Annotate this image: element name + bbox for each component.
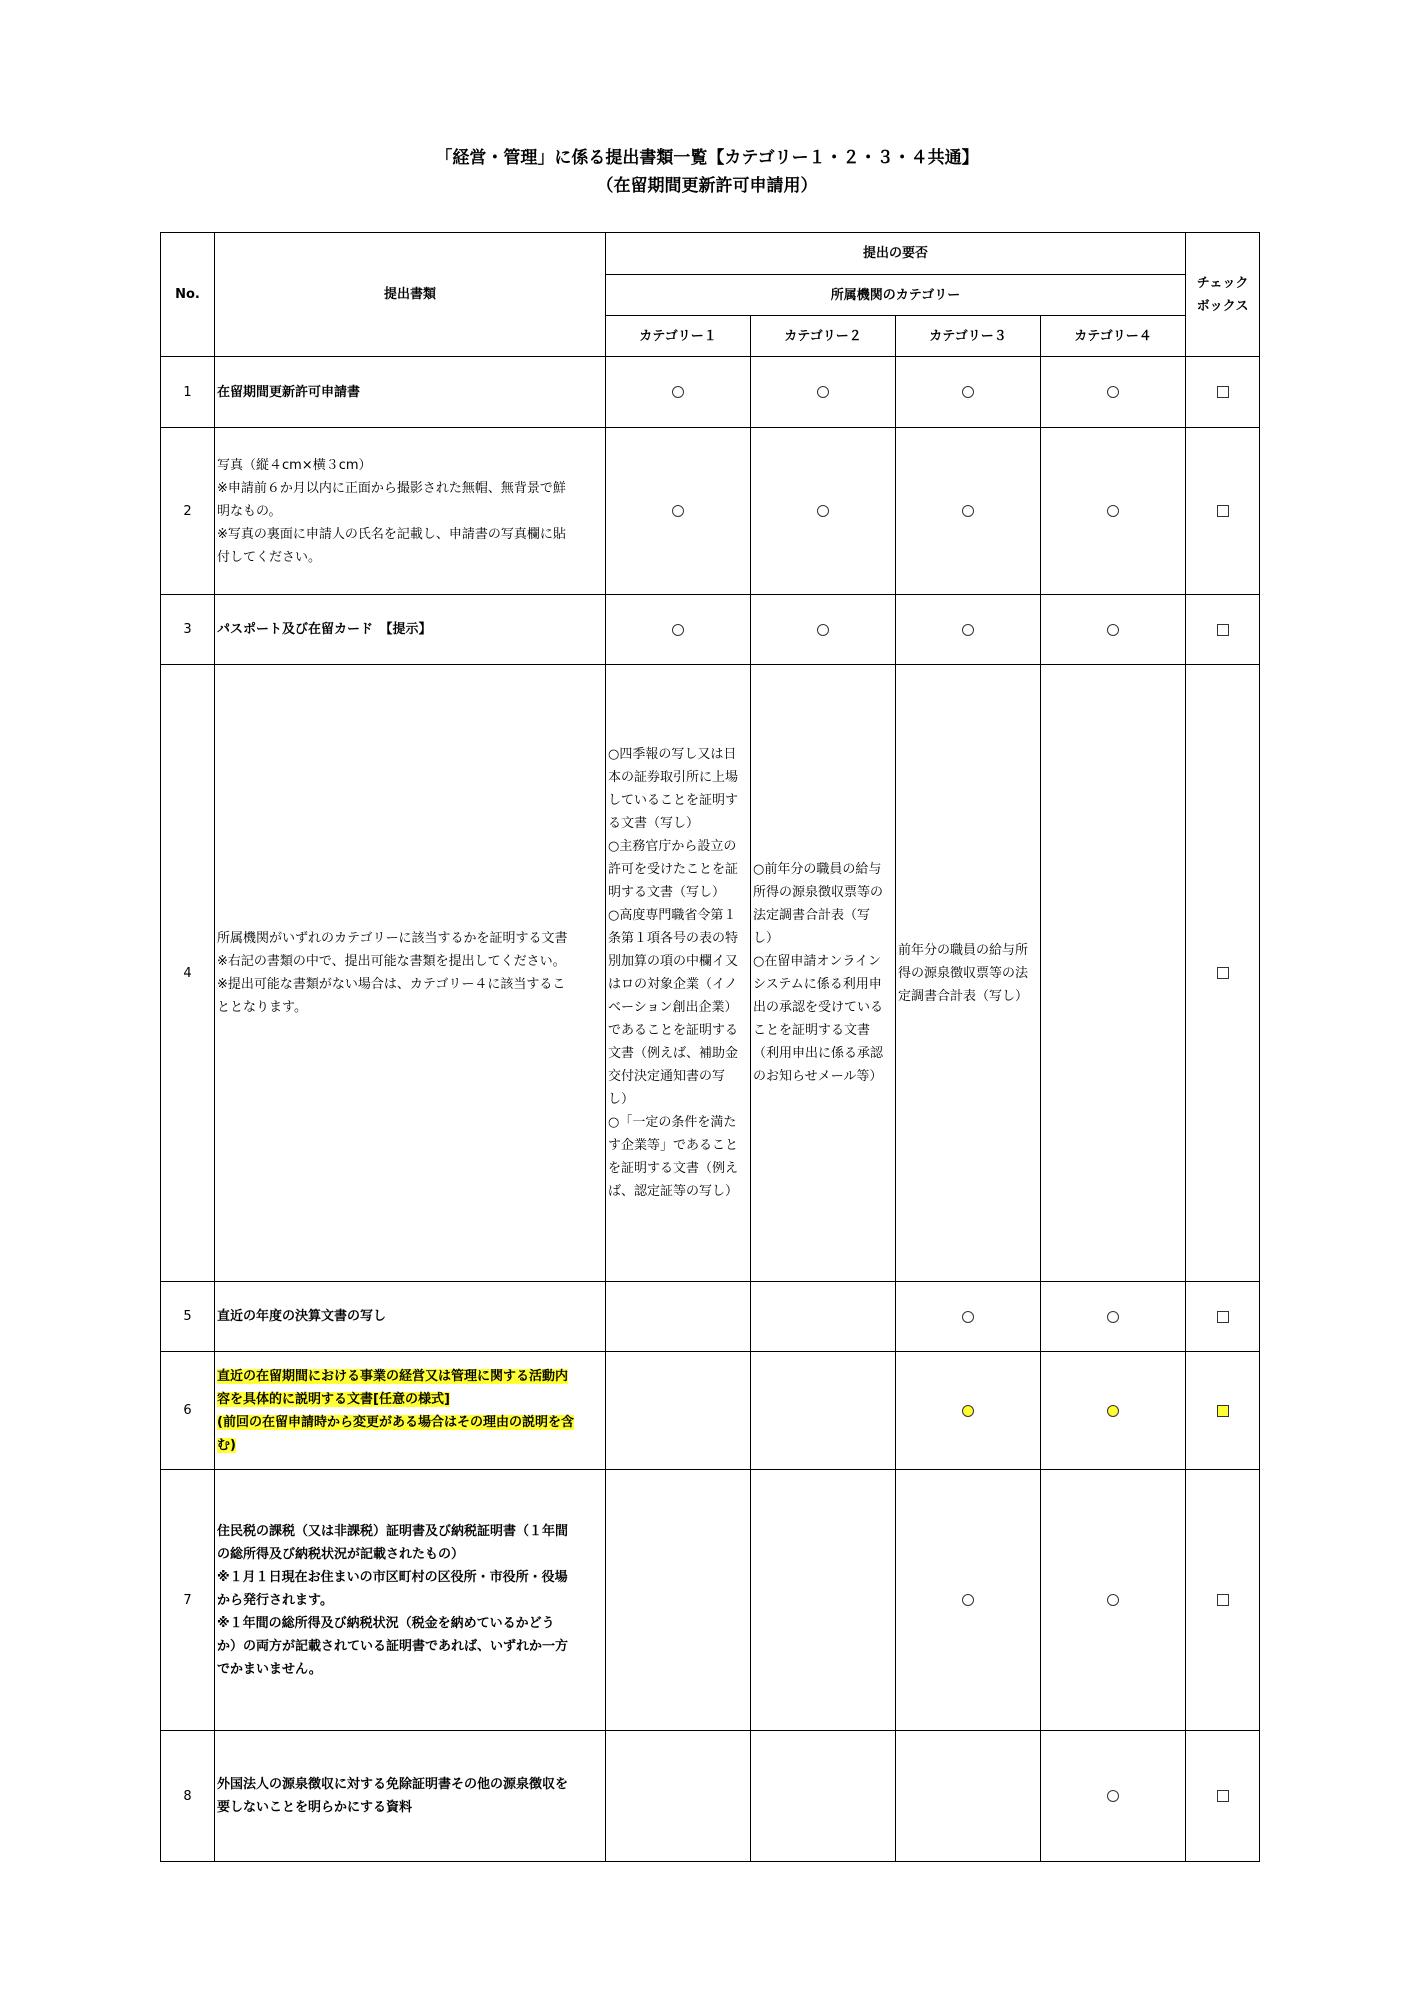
category-3-mark <box>896 1731 1041 1862</box>
check-cell[interactable] <box>1186 1731 1260 1862</box>
required-circle-icon <box>1107 1594 1119 1606</box>
required-circle-icon <box>817 505 829 517</box>
checkbox-icon[interactable] <box>1217 624 1229 636</box>
category-1-documents <box>606 665 751 1282</box>
row-number: 5 <box>161 1282 215 1352</box>
row-number: 4 <box>161 665 215 1282</box>
category-document-line: であることを証明する <box>608 1023 739 1038</box>
header-requirement: 提出の要否 <box>606 233 1186 275</box>
document-line: パスポート及び在留カード 【提示】 <box>217 622 432 637</box>
category-document-line: 明する文書（写し） <box>608 885 726 900</box>
document-line <box>217 1434 601 1457</box>
check-cell[interactable] <box>1186 665 1260 1282</box>
document-line: 写真（縦４cm×横３cm） <box>217 457 372 473</box>
required-circle-icon <box>962 386 974 398</box>
checkbox-icon[interactable] <box>1217 386 1229 398</box>
table-row <box>161 357 1260 428</box>
document-name <box>215 665 606 1282</box>
category-document-line: ○前年分の職員の給与 <box>753 862 882 877</box>
check-cell[interactable] <box>1186 428 1260 595</box>
category-document-line: ○主務官庁から設立の <box>608 839 737 854</box>
category-document-line: していることを証明す <box>608 793 739 808</box>
document-line: の総所得及び納税状況が記載されたもの） <box>217 1546 465 1562</box>
category-document-line: 得の源泉徴収票等の法 <box>898 965 1029 981</box>
document-name <box>215 1731 606 1862</box>
document-line: ※写真の裏面に申請人の氏名を記載し、申請書の写真欄に貼 <box>217 526 566 542</box>
required-circle-icon <box>1107 1790 1119 1802</box>
category-document-line: のお知らせメール等） <box>753 1069 883 1084</box>
category-document-line: ベーション創出企業） <box>608 1000 738 1015</box>
document-line: でかまいません。 <box>217 1661 322 1677</box>
header-checkbox-line2: ボックス <box>1196 298 1249 314</box>
document-line: ※右記の書類の中で、提出可能な書類を提出してください。 <box>217 954 566 969</box>
check-cell[interactable] <box>1186 595 1260 665</box>
category-2-mark <box>751 1731 896 1862</box>
header-no: No. <box>161 233 215 357</box>
category-2-mark <box>751 595 896 665</box>
category-3-mark <box>896 1470 1041 1731</box>
check-cell[interactable] <box>1186 1352 1260 1470</box>
category-document-line: ○四季報の写し又は日 <box>608 747 737 762</box>
row-number: 2 <box>161 428 215 595</box>
category-4-mark <box>1041 1282 1186 1352</box>
table-row <box>161 428 1260 595</box>
category-4-mark <box>1041 1352 1186 1470</box>
header-checkbox-line1: チェック <box>1196 275 1249 291</box>
required-circle-icon <box>817 624 829 636</box>
header-document: 提出書類 <box>215 233 606 357</box>
category-document-line: ○高度専門職省令第１ <box>608 908 737 923</box>
document-line <box>217 1388 601 1411</box>
documents-table <box>160 232 1260 1862</box>
document-line: 明なもの。 <box>217 503 282 519</box>
required-circle-icon <box>1107 624 1119 636</box>
category-1-mark <box>606 428 751 595</box>
category-document-line: る文書（写し） <box>608 816 700 831</box>
check-cell[interactable] <box>1186 1470 1260 1731</box>
header-category-4: カテゴリー４ <box>1041 316 1186 357</box>
row-number: 3 <box>161 595 215 665</box>
table-row <box>161 595 1260 665</box>
category-2-documents <box>751 665 896 1282</box>
required-circle-icon <box>962 505 974 517</box>
category-1-mark <box>606 1282 751 1352</box>
category-document-line: 交付決定通知書の写 <box>608 1069 726 1084</box>
required-circle-icon <box>1107 505 1119 517</box>
category-4-mark <box>1041 428 1186 595</box>
check-cell[interactable] <box>1186 1282 1260 1352</box>
row-number: 6 <box>161 1352 215 1470</box>
category-4-mark <box>1041 595 1186 665</box>
document-line: ※１月１日現在お住まいの市区町村の区役所・市役所・役場 <box>217 1569 568 1585</box>
row-number: 1 <box>161 357 215 428</box>
category-1-mark <box>606 357 751 428</box>
highlighted-text: (前回の在留申請時から変更がある場合はその理由の説明を含 <box>217 1414 574 1430</box>
category-3-mark <box>896 1282 1041 1352</box>
document-name <box>215 1470 606 1731</box>
category-document-line: はロの対象企業（イノ <box>608 977 738 992</box>
document-name <box>215 428 606 595</box>
checkbox-icon[interactable] <box>1217 1790 1229 1802</box>
document-name <box>215 1352 606 1470</box>
document-line <box>217 1411 601 1434</box>
header-category-2: カテゴリー２ <box>751 316 896 357</box>
category-3-documents <box>896 665 1041 1282</box>
checkbox-icon[interactable] <box>1217 967 1229 979</box>
category-document-line: （利用申出に係る承認 <box>753 1046 884 1061</box>
document-line: から発行されます。 <box>217 1592 333 1608</box>
check-cell[interactable] <box>1186 357 1260 428</box>
document-line: ※提出可能な書類がない場合は、カテゴリー４に該当するこ <box>217 977 566 992</box>
category-document-line: 出の承認を受けている <box>753 1000 884 1015</box>
required-circle-icon <box>1107 1405 1119 1417</box>
table-row <box>161 1731 1260 1862</box>
category-2-mark <box>751 1470 896 1731</box>
category-document-line: ば、認定証等の写し） <box>608 1184 739 1199</box>
document-name <box>215 357 606 428</box>
category-3-mark <box>896 1352 1041 1470</box>
document-title: 「経営・管理」に係る提出書類一覧【カテゴリー１・２・３・４共通】 <box>435 148 979 168</box>
header-category-3: カテゴリー３ <box>896 316 1041 357</box>
checkbox-icon[interactable] <box>1217 1594 1229 1606</box>
highlighted-text: む) <box>217 1437 236 1453</box>
document-line: 付してください。 <box>217 549 322 565</box>
document-line: 直近の年度の決算文書の写し <box>217 1309 387 1324</box>
category-document-line: を証明する文書（例え <box>608 1161 739 1176</box>
category-document-line: 条第１項各号の表の特 <box>608 931 739 946</box>
table-row <box>161 1470 1260 1731</box>
document-line: ととなります。 <box>217 1000 307 1015</box>
document-name <box>215 1282 606 1352</box>
category-document-line: し） <box>608 1092 635 1107</box>
document-line: 外国法人の源泉徴収に対する免除証明書その他の源泉徴収を <box>217 1777 569 1792</box>
table-row <box>161 1352 1260 1470</box>
document-line: 在留期間更新許可申請書 <box>217 384 361 400</box>
category-4-mark <box>1041 1731 1186 1862</box>
category-3-mark <box>896 428 1041 595</box>
category-document-line: 文書（例えば、補助金 <box>608 1046 739 1061</box>
row-number: 7 <box>161 1470 215 1731</box>
document-line: ※１年間の総所得及び納税状況（税金を納めているかどう <box>217 1615 555 1631</box>
document-line: 所属機関がいずれのカテゴリーに該当するかを証明する文書 <box>217 931 568 946</box>
category-document-line: 許可を受けたことを証 <box>608 862 739 877</box>
category-1-mark <box>606 1731 751 1862</box>
document-line: ※申請前６か月以内に正面から撮影された無帽、無背景で鮮 <box>217 480 566 496</box>
category-2-mark <box>751 1352 896 1470</box>
category-1-mark <box>606 1470 751 1731</box>
category-document-line: し） <box>753 931 780 946</box>
category-2-mark <box>751 428 896 595</box>
category-4-documents <box>1041 665 1186 1282</box>
category-1-mark <box>606 595 751 665</box>
category-2-mark <box>751 1282 896 1352</box>
category-document-line: 法定調書合計表（写 <box>753 908 871 923</box>
table-row <box>161 1282 1260 1352</box>
category-document-line: 所得の源泉徴収票等の <box>753 885 884 900</box>
document-subtitle: （在留期間更新許可申請用） <box>596 176 818 196</box>
table-row <box>161 665 1260 1282</box>
category-document-line: す企業等」であること <box>608 1138 739 1153</box>
category-document-line: ○「一定の条件を満た <box>608 1115 737 1130</box>
required-circle-icon <box>962 1311 974 1323</box>
required-circle-icon <box>672 624 684 636</box>
header-checkbox <box>1186 233 1260 357</box>
required-circle-icon <box>817 386 829 398</box>
category-4-mark <box>1041 357 1186 428</box>
category-3-mark <box>896 595 1041 665</box>
required-circle-icon <box>962 1405 974 1417</box>
category-document-line: 定調書合計表（写し） <box>898 988 1029 1004</box>
header-category-group: 所属機関のカテゴリー <box>606 275 1186 316</box>
required-circle-icon <box>962 1594 974 1606</box>
category-document-line: ことを証明する文書 <box>753 1023 871 1038</box>
document-line <box>217 1365 601 1388</box>
category-document-line: ○在留申請オンライン <box>753 954 881 969</box>
checkbox-icon[interactable] <box>1217 1311 1229 1323</box>
required-circle-icon <box>962 624 974 636</box>
required-circle-icon <box>1107 386 1119 398</box>
category-document-line: 本の証券取引所に上場 <box>608 770 739 785</box>
highlighted-text: 直近の在留期間における事業の経営又は管理に関する活動内 <box>217 1368 569 1384</box>
checkbox-icon[interactable] <box>1217 1405 1229 1417</box>
required-circle-icon <box>672 505 684 517</box>
document-line: 要しないことを明らかにする資料 <box>217 1800 413 1815</box>
checkbox-icon[interactable] <box>1217 505 1229 517</box>
category-document-line: 前年分の職員の給与所 <box>898 942 1029 958</box>
required-circle-icon <box>1107 1311 1119 1323</box>
row-number: 8 <box>161 1731 215 1862</box>
required-circle-icon <box>672 386 684 398</box>
category-3-mark <box>896 357 1041 428</box>
category-4-mark <box>1041 1470 1186 1731</box>
document-line: 住民税の課税（又は非課税）証明書及び納税証明書（１年間 <box>217 1523 569 1539</box>
header-category-1: カテゴリー１ <box>606 316 751 357</box>
category-2-mark <box>751 357 896 428</box>
category-document-line: 別加算の項の中欄イ又 <box>608 954 739 969</box>
document-line: か）の両方が記載されている証明書であれば、いずれか一方 <box>217 1638 569 1654</box>
document-name <box>215 595 606 665</box>
category-document-line: システムに係る利用申 <box>753 977 882 992</box>
highlighted-text: 容を具体的に説明する文書[任意の様式] <box>217 1391 450 1407</box>
category-1-mark <box>606 1352 751 1470</box>
